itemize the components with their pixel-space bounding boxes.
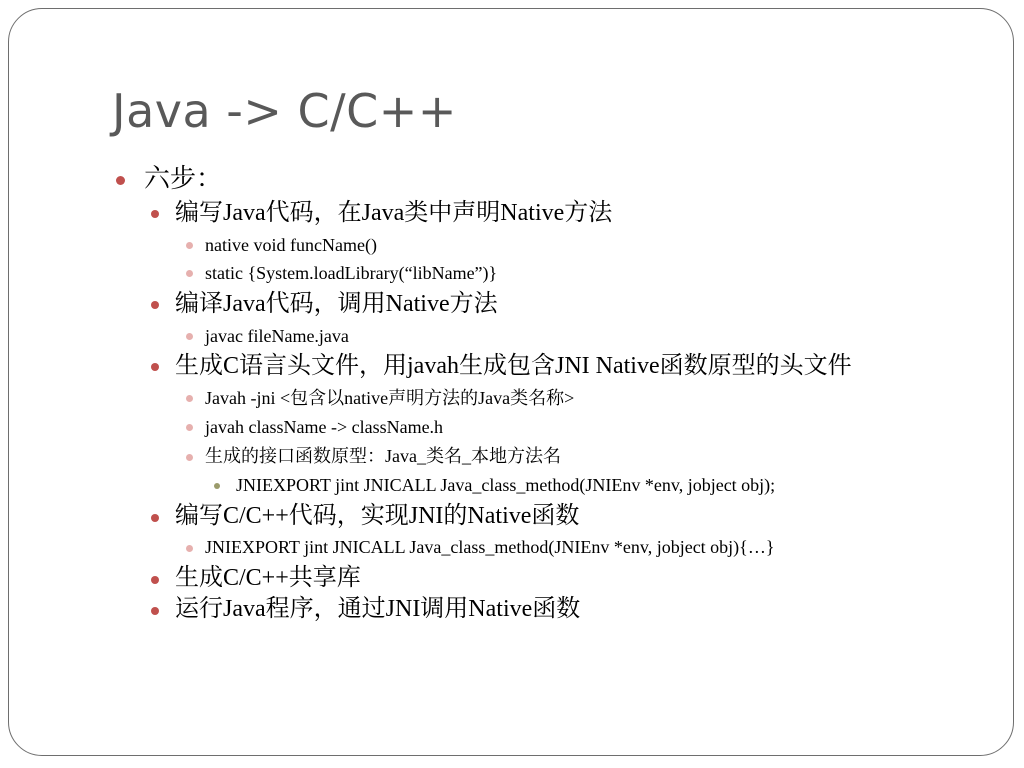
bullet-level-2: 生成C/C++共享库	[175, 565, 361, 591]
bullet-level-3: javac fileName.java	[205, 326, 349, 346]
bullet-level-2: 运行Java程序，通过JNI调用Native函数	[175, 596, 581, 622]
bullet-icon	[186, 242, 193, 249]
bullet-icon	[186, 424, 193, 431]
bullet-level-3: javah className -> className.h	[205, 417, 444, 437]
bullet-level-2: 生成C语言头文件，用javah生成包含JNI Native函数原型的头文件	[175, 353, 852, 379]
bullet-icon	[151, 607, 159, 615]
bullet-level-4: JNIEXPORT jint JNICALL Java_class_method(JNIEnv *env, jobject obj);	[236, 475, 776, 495]
bullet-icon	[186, 270, 193, 277]
bullet-level-3: 生成的接口函数原型：Java_类名_本地方法名	[205, 446, 561, 466]
bullet-icon	[214, 483, 220, 489]
bullet-icon	[186, 395, 193, 402]
bullet-level-2: 编写Java代码，在Java类中声明Native方法	[175, 200, 613, 226]
bullet-icon	[151, 210, 159, 218]
bullet-icon	[151, 301, 159, 309]
bullet-level-3: Javah -jni <包含以native声明方法的Java类名称>	[205, 388, 575, 408]
slide-title: Java -> C/C++	[112, 84, 457, 138]
bullet-icon	[186, 333, 193, 340]
bullet-level-3: static {System.loadLibrary(“libName”)}	[205, 263, 498, 283]
bullet-icon	[186, 454, 193, 461]
bullet-level-1: 六步：	[144, 164, 223, 193]
bullet-icon	[151, 576, 159, 584]
bullet-icon	[151, 363, 159, 371]
bullet-level-3: native void funcName()	[205, 235, 377, 255]
bullet-level-3: JNIEXPORT jint JNICALL Java_class_method(JNIEnv *env, jobject obj){…}	[205, 537, 775, 557]
bullet-icon	[116, 176, 125, 185]
bullet-icon	[186, 545, 193, 552]
bullet-level-2: 编写C/C++代码，实现JNI的Native函数	[175, 503, 580, 529]
bullet-icon	[151, 514, 159, 522]
bullet-level-2: 编译Java代码，调用Native方法	[175, 291, 498, 317]
